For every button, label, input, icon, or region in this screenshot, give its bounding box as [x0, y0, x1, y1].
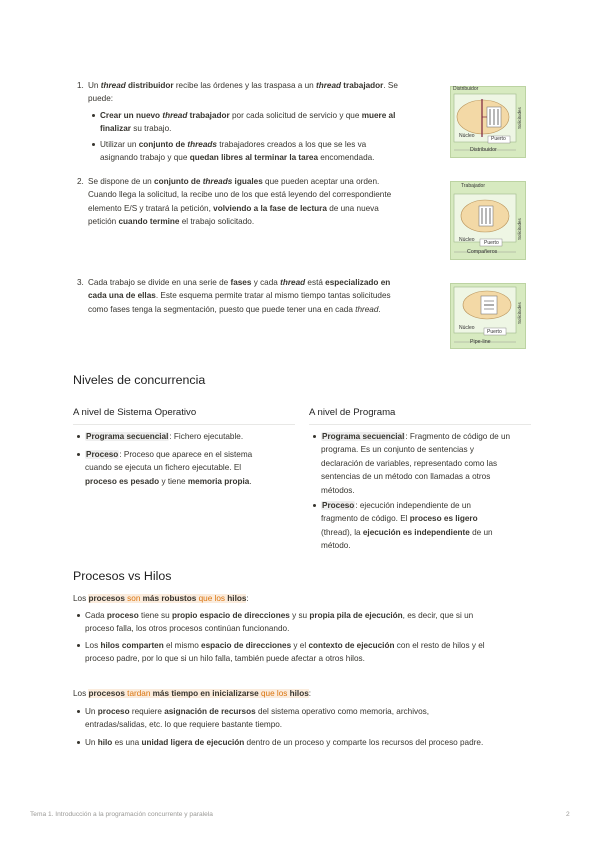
list-item-1-sub-2: Utilizar un conjunto de threads trabajadores creados a los que se les va asignando trabajo y que quedan libres al terminar la tarea encomendada.	[92, 138, 432, 165]
divider	[73, 424, 295, 425]
column-heading-os: A nivel de Sistema Operativo	[73, 407, 197, 418]
figure-label: Puerto	[487, 329, 502, 335]
figure-top-label: Trabajador	[461, 183, 485, 189]
figure-label: Núcleo	[459, 133, 475, 139]
list-number: 2.	[77, 177, 84, 186]
figure-side-label: Solicitudes	[517, 107, 522, 129]
section-heading: Niveles de concurrencia	[73, 373, 206, 387]
column-heading-program: A nivel de Programa	[309, 407, 396, 418]
figure-label: Núcleo	[459, 237, 475, 243]
figure-side-label: Solicitudes	[517, 302, 522, 324]
list-item: Proceso: ejecución independiente de un fragmento de código. El proceso es ligero (thread), la ejecución es independiente de un método.	[313, 499, 543, 553]
pipeline-figure	[450, 283, 526, 349]
section-heading: Procesos vs Hilos	[73, 569, 172, 583]
figure-caption: Pipe-line	[470, 339, 491, 345]
paragraph: Los procesos tardan más tiempo en inicializarse que los hilos:	[73, 689, 312, 698]
figure-caption: Distribuidor	[470, 147, 497, 153]
figure-label: Núcleo	[459, 325, 475, 331]
page-number: 2	[566, 811, 570, 818]
list-item-2: Se dispone de un conjunto de threads iguales que pueden aceptar una orden. Cuando llega la solicitud, la recibe uno de los que está leyendo del correspondiente elemento E/S y tratará la petición, volviendo a la fase de lectura de una nueva petición cuando termine el trabajo solicitado.	[88, 177, 392, 227]
companeros-figure	[450, 181, 526, 260]
figure-label: Puerto	[491, 136, 506, 142]
figure-caption: Compañeros	[467, 249, 498, 255]
list-item: Un hilo es una unidad ligera de ejecución dentro de un proceso y comparte los recursos del proceso padre.	[77, 736, 547, 749]
figure-label: Puerto	[484, 240, 499, 246]
list-item: Proceso: Proceso que aparece en el sistema cuando se ejecuta un fichero ejecutable. El proceso es pesado y tiene memoria propia.	[77, 448, 297, 488]
figure-side-label: Solicitudes	[517, 218, 522, 240]
list-item: Los hilos comparten el mismo espacio de direcciones y el contexto de ejecución con el resto de hilos y el proceso padre, por lo que si un hilo falla, también puede afectar a otros hilos.	[77, 639, 547, 666]
list-item-3: Cada trabajo se divide en una serie de fases y cada thread está especializado en cada una de ellas. Este esquema permite tratar al mismo tiempo tantas solicitudes como fases tenga la segmentación, puesto que puede tener una en cada thread.	[88, 278, 391, 314]
list-item: Programa secuencial: Fragmento de código de un programa. Es un conjunto de sentencias y declaración de variables, representado como las sentencias de un método con llamadas a otros métodos.	[313, 430, 543, 497]
list-number: 1.	[77, 81, 84, 90]
list-item-1: Un thread distribuidor recibe las órdenes y las traspasa a un thread trabajador. Se puede:	[88, 81, 398, 104]
list-item: Programa secuencial: Fichero ejecutable.	[77, 430, 297, 443]
list-item: Cada proceso tiene su propio espacio de direcciones y su propia pila de ejecución, es decir, que si un proceso falla, los otros procesos continúan funcionando.	[77, 609, 547, 636]
divider	[309, 424, 531, 425]
figure-top-label: Distribuidor	[453, 86, 479, 92]
distribuidor-figure	[450, 86, 526, 158]
paragraph: Los procesos son más robustos que los hilos:	[73, 594, 249, 603]
list-item: Un proceso requiere asignación de recursos del sistema operativo como memoria, archivos, entradas/salidas, etc. lo que requiere bastante tiempo.	[77, 705, 547, 732]
list-number: 3.	[77, 278, 84, 287]
list-item-1-sub-1: Crear un nuevo thread trabajador por cada solicitud de servicio y que muere al finalizar su trabajo.	[92, 109, 432, 136]
footer-text: Tema 1. Introducción a la programación concurrente y paralela	[30, 811, 213, 818]
